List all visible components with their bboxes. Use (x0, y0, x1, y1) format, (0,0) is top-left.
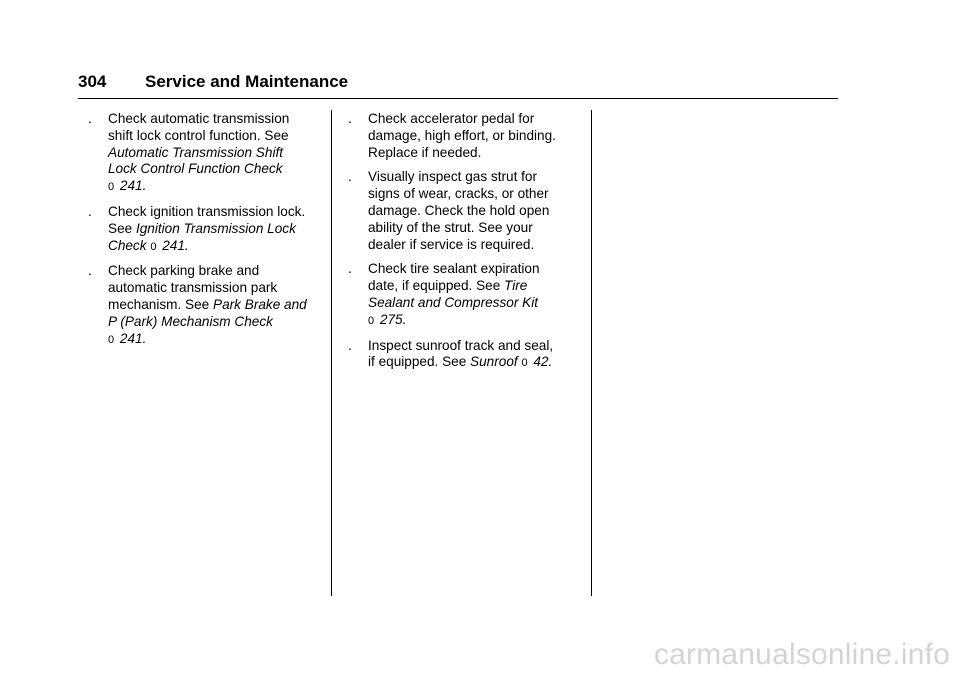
page-number: 304 (78, 72, 107, 91)
page-ref-number: 241. (119, 178, 147, 194)
item-text (108, 221, 324, 238)
cross-reference-link[interactable]: Automatic Transmission Shift (108, 144, 284, 160)
page-reference[interactable] (108, 178, 324, 196)
cross-reference-link[interactable]: Ignition Transmission Lock (135, 220, 296, 236)
item-text: Check automatic transmission (108, 111, 290, 126)
list-item (348, 261, 584, 329)
column-divider (591, 110, 592, 596)
item-text: Visually inspect gas strut for (368, 169, 537, 185)
left-column (88, 111, 324, 356)
column-divider (331, 110, 332, 596)
list-item (348, 169, 584, 253)
watermark: carmanualsonline.info (653, 638, 950, 671)
list-item (348, 111, 584, 161)
bullet: . (348, 169, 352, 185)
item-text: Check ignition transmission lock. (108, 203, 306, 219)
page-ref-number: 241. (162, 237, 189, 253)
list-item (88, 263, 324, 348)
cross-reference-link[interactable]: Park Brake and (213, 296, 307, 312)
item-text: damage, high effort, or binding. (368, 127, 556, 143)
item-text: Check tire sealant expiration (368, 261, 540, 277)
item-text: ability of the strut. See your (368, 219, 533, 235)
item-text (368, 278, 584, 295)
bullet: . (88, 203, 92, 219)
bullet: . (348, 337, 352, 353)
item-text-prefix: date, if equipped. See (368, 278, 505, 294)
list-item (88, 204, 324, 255)
page-reference[interactable] (368, 312, 584, 330)
page-ref-number[interactable]: 42. (533, 354, 553, 370)
page-ref-number: 241. (119, 330, 147, 346)
page-reference[interactable] (108, 331, 324, 349)
page-arrow-icon: 0 (368, 314, 375, 327)
item-text: Inspect sunroof track and seal, (368, 337, 554, 353)
item-text-prefix: if equipped. See (368, 354, 471, 370)
item-text: Check accelerator pedal for (368, 111, 535, 126)
bullet: . (348, 261, 352, 277)
item-text: automatic transmission park (108, 280, 278, 296)
item-text: damage. Check the hold open (368, 202, 550, 218)
cross-reference-link[interactable]: Tire (504, 278, 528, 294)
item-text-prefix: See (108, 220, 136, 236)
page-ref-number: 275. (379, 311, 407, 327)
item-text (368, 354, 584, 372)
item-text: shift lock control function. See (108, 127, 289, 143)
item-text: dealer if service is required. (368, 236, 535, 252)
cross-reference-link[interactable]: Sealant and Compressor Kit (368, 294, 539, 310)
cross-reference-link[interactable]: Sunroof (470, 354, 518, 370)
bullet: . (348, 111, 352, 126)
item-text: Check parking brake and (108, 263, 260, 279)
cross-reference-link[interactable]: P (Park) Mechanism Check (108, 313, 273, 329)
list-item (348, 338, 584, 373)
item-text-prefix: mechanism. See (108, 296, 214, 312)
middle-column (348, 111, 584, 380)
bullet: . (88, 263, 92, 279)
section-title: Service and Maintenance (145, 72, 349, 91)
cross-reference-text: Check (108, 237, 147, 253)
item-text: Replace if needed. (368, 144, 482, 160)
page-arrow-icon: 0 (150, 240, 157, 253)
item-text (108, 297, 324, 314)
item-text: signs of wear, cracks, or other (368, 186, 549, 202)
bullet: . (88, 111, 92, 126)
list-item (88, 111, 324, 196)
header-rule (78, 98, 838, 99)
page-arrow-icon: 0 (108, 181, 115, 194)
page-arrow-icon: 0 (108, 333, 115, 346)
cross-reference-link[interactable] (108, 238, 324, 256)
cross-reference-link[interactable]: Lock Control Function Check (108, 161, 283, 177)
page-arrow-icon: 0 (521, 357, 528, 370)
